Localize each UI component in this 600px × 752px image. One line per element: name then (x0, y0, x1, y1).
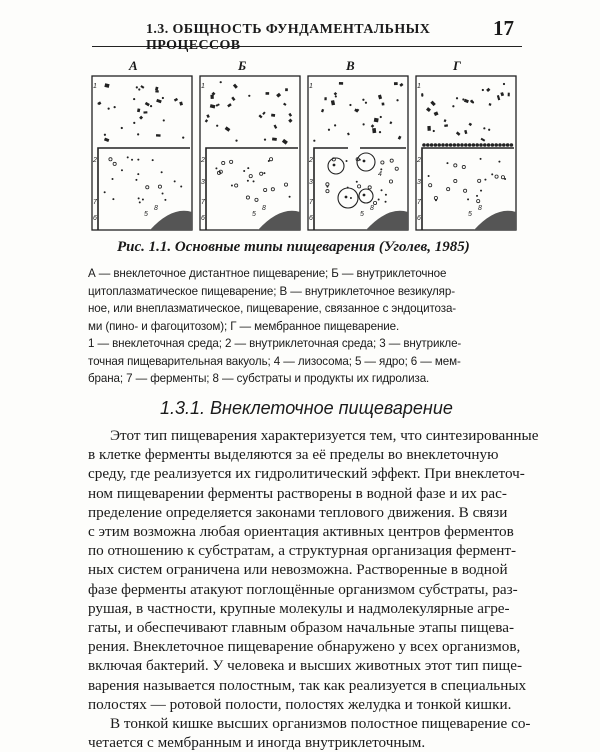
enzyme-particle (447, 188, 450, 191)
legend-line: точная пищеварительная вакуоль; 4 — лизосома; 5 — ядро; 6 — мем- (88, 354, 461, 368)
body-line: рушая, в частности, крупные молекулы и надмолекулярные агре- (88, 599, 510, 617)
callout-number: 2 (201, 157, 205, 164)
enzyme-particle (246, 196, 249, 199)
callout-number: 8 (478, 205, 482, 212)
substrate-particle (462, 98, 464, 100)
callout-number: 8 (262, 205, 266, 212)
enzyme-particle (357, 185, 360, 188)
enzyme-particle (435, 199, 437, 201)
enzyme-particle (389, 180, 392, 183)
substrate-particle (288, 113, 292, 117)
body-line: пределение определяется законами теплового движения. В связи (88, 503, 508, 521)
enzyme-particle (138, 197, 140, 199)
membrane-enzyme (483, 143, 487, 147)
legend-line: цитоплазматическое пищеварение; В — внутриклеточное везикуляр- (88, 284, 455, 298)
running-header-title: 1.3. ОБЩНОСТЬ ФУНДАМЕНТАЛЬНЫХ ПРОЦЕССОВ (146, 22, 431, 53)
substrate-particle (276, 93, 281, 98)
enzyme-particle (390, 159, 393, 162)
enzyme-particle (264, 188, 267, 191)
panel-frame (308, 76, 408, 230)
substrate-particle (430, 101, 436, 107)
section-title: 1.3.1. Внеклеточное пищеварение (160, 398, 453, 418)
enzyme-particle (249, 175, 252, 178)
vesicle (357, 153, 375, 171)
substrate-particle (274, 124, 278, 128)
enzyme-particle (146, 186, 149, 189)
running-header (92, 14, 522, 53)
enzyme-particle (162, 193, 164, 195)
enzyme-particle (121, 169, 123, 171)
body-line: гаты, и обеспечивают главным образом начальные этапы пищева- (88, 619, 515, 637)
substrate-particle (210, 95, 213, 99)
membrane-enzyme (422, 143, 426, 147)
callout-number: 6 (309, 215, 313, 222)
enzyme-particle (289, 196, 291, 198)
substrate-particle (210, 104, 216, 108)
substrate-particle (382, 102, 385, 105)
panel-letter-v: В (346, 58, 355, 73)
callout-number: 5 (144, 211, 148, 218)
enzyme-particle (247, 167, 249, 169)
substrate-particle (156, 134, 161, 137)
substrate-particle (426, 107, 431, 112)
substrate-particle (271, 114, 275, 117)
substrate-particle (444, 119, 447, 122)
substrate-particle (468, 123, 472, 127)
substrate-particle (464, 99, 469, 103)
enzyme-particle (428, 175, 430, 177)
enzyme-particle (235, 184, 238, 187)
enzyme-particle (395, 167, 398, 170)
substrate-particle (363, 123, 365, 125)
body-line: варения называется полостным, так как реализуется в специальных (88, 676, 527, 694)
substrate-particle (108, 108, 110, 110)
enzyme-particle (464, 189, 467, 192)
substrate-particle (104, 138, 109, 142)
enzyme-particle (495, 175, 498, 178)
body-line: В тонкой кишке высших организмов полостное пищеварение со- (110, 715, 531, 733)
substrate-particle (486, 88, 490, 92)
substrate-particle (500, 92, 504, 96)
enzyme-particle (113, 162, 116, 165)
substrate-particle (481, 138, 486, 142)
body-line: с этим возможна любая ориентация активных центров ферментов (88, 523, 514, 541)
substrate-particle (488, 129, 490, 131)
substrate-particle (371, 124, 375, 128)
enzyme-particle (269, 158, 272, 161)
enzyme-particle (260, 172, 263, 175)
callout-number: 2 (309, 157, 313, 164)
body-line: рения. Внеклеточное пищеварение обнаружено у всех организмов, (88, 638, 521, 656)
substrate-particle (220, 81, 222, 83)
enzyme-particle (381, 189, 383, 191)
membrane-enzyme (464, 143, 468, 147)
callout-number: 3 (309, 179, 313, 186)
body-line: полостях — ротовой полости, полостях желудка и тонкой кишки. (88, 695, 512, 713)
membrane-enzyme (510, 143, 514, 147)
callout-number: 3 (417, 179, 421, 186)
substrate-particle (133, 122, 135, 124)
enzyme-particle (446, 162, 448, 164)
substrate-particle (444, 124, 448, 127)
callout-number: 8 (154, 205, 158, 212)
callout-number: 1 (417, 83, 421, 90)
enzyme-particle (284, 183, 287, 186)
substrate-particle (266, 92, 270, 95)
enzyme-particle (477, 199, 480, 202)
substrate-particle (456, 131, 461, 135)
legend-line: ми (пино- и фагоцитозом); Г — мембранное пищеварение. (88, 319, 400, 333)
enzyme-particle (230, 160, 233, 163)
substrate-particle (313, 140, 315, 142)
substrate-particle (145, 102, 150, 107)
callout-number: 2 (93, 157, 97, 164)
membrane-enzyme (437, 143, 441, 147)
membrane-enzyme (441, 143, 445, 147)
substrate-particle (288, 119, 292, 123)
substrate-particle (482, 89, 484, 91)
body-line: ных систем ограничена или невозможна. Растворенные в водной (88, 561, 508, 579)
body-text (88, 426, 539, 752)
enzyme-particle (137, 173, 139, 175)
substrate-particle (137, 133, 139, 135)
vesicle-content (363, 160, 366, 163)
membrane-enzyme (453, 143, 457, 147)
membrane-enzyme (449, 143, 453, 147)
membrane-enzyme (487, 143, 491, 147)
enzyme-particle (478, 179, 481, 182)
legend-line: ное, или внеплазматическое, пищеварение, связанное с эндоцитоза- (88, 302, 457, 316)
substrate-particle (398, 136, 402, 140)
enzyme-particle (263, 172, 265, 174)
legend-line: 1 — внеклеточная среда; 2 — внутриклеточная среда; 3 — внутрикле- (88, 337, 462, 350)
substrate-particle (162, 97, 164, 99)
enzyme-particle (434, 196, 437, 199)
enzyme-particle (104, 191, 106, 193)
callout-number: 7 (93, 199, 97, 206)
callout-number: 5 (468, 211, 472, 218)
enzyme-particle (127, 156, 129, 158)
membrane-enzyme (472, 143, 476, 147)
vesicle-content (363, 194, 366, 197)
substrate-particle (216, 125, 218, 127)
substrate-particle (282, 139, 288, 145)
callout-number: 5 (360, 211, 364, 218)
enzyme-particle (222, 161, 225, 164)
enzyme-particle (215, 167, 217, 169)
legend-line: А — внеклеточное дистантное пищеварение; Б — внутриклеточное (88, 267, 447, 280)
substrate-particle (248, 95, 250, 97)
enzyme-particle (180, 185, 182, 187)
enzyme-particle (243, 170, 245, 172)
substrate-particle (421, 95, 423, 97)
page-number: 17 (493, 16, 514, 40)
enzyme-particle (454, 164, 457, 167)
vesicle-content (345, 196, 348, 199)
callout-number: 6 (417, 215, 421, 222)
body-line: в клетке ферменты выделяются за её пределы во внеклеточную (88, 446, 499, 464)
enzyme-particle (491, 173, 493, 175)
enzyme-particle (381, 161, 384, 164)
figure-legend-types (88, 265, 528, 335)
enzyme-particle (131, 159, 133, 161)
enzyme-particle (326, 183, 329, 186)
callout-number: 5 (252, 211, 256, 218)
substrate-particle (262, 111, 265, 115)
enzyme-particle (326, 190, 329, 193)
callout-number: 1 (309, 83, 313, 90)
substrate-particle (264, 139, 266, 141)
substrate-particle (362, 99, 364, 101)
callout-number: 3 (201, 179, 205, 186)
panel-frame (416, 76, 516, 230)
callout-number: 1 (93, 83, 97, 90)
panel-letter-a: А (129, 58, 138, 73)
substrate-particle (140, 85, 144, 89)
figure-legend-parts (88, 335, 528, 388)
enzyme-particle (247, 180, 249, 182)
substrate-particle (324, 97, 326, 100)
callout-number: 7 (201, 199, 205, 206)
enzyme-particle (271, 188, 274, 191)
substrate-particle (339, 82, 343, 85)
enzyme-particle (378, 199, 380, 201)
callout-number: 4 (378, 171, 382, 178)
membrane-enzyme (456, 143, 460, 147)
substrate-particle (225, 126, 231, 131)
substrate-particle (374, 118, 379, 123)
enzyme-particle (373, 201, 376, 204)
callout-number: 7 (309, 199, 313, 206)
membrane-enzyme (434, 143, 438, 147)
enzyme-particle (385, 201, 387, 203)
substrate-particle (483, 127, 485, 129)
substrate-particle (334, 124, 336, 126)
membrane-enzyme (475, 143, 479, 147)
substrate-particle (227, 103, 232, 107)
substrate-particle (136, 86, 138, 88)
callout-number: 6 (201, 215, 205, 222)
vesicle (359, 189, 373, 203)
enzyme-particle (480, 190, 482, 192)
enzyme-particle (109, 158, 112, 161)
legend-line: брана; 7 — ферменты; 8 — субстраты и продукты их гидролиза. (88, 372, 430, 386)
substrate-particle (433, 130, 435, 132)
enzyme-particle (467, 198, 469, 200)
enzyme-particle (152, 159, 154, 161)
substrate-particle (396, 99, 398, 101)
substrate-particle (497, 95, 500, 100)
enzyme-particle (350, 197, 352, 199)
callout-number: 1 (201, 83, 205, 90)
body-line: фазе ферменты атакуют поглощённые организмом субстраты, раз- (88, 580, 518, 598)
membrane-enzyme (479, 143, 483, 147)
enzyme-particle (139, 201, 141, 203)
substrate-particle (508, 93, 510, 97)
enzyme-particle (253, 180, 255, 182)
enzyme-particle (112, 198, 114, 200)
callout-number: 2 (417, 157, 421, 164)
vesicle (338, 188, 358, 208)
substrate-particle (217, 104, 219, 106)
panel-letter-b: Б (238, 58, 247, 73)
substrate-particle (331, 100, 335, 105)
enzyme-particle (174, 180, 176, 182)
nucleus (366, 211, 408, 230)
substrate-particle (138, 88, 140, 90)
membrane-enzyme (506, 143, 510, 147)
substrate-particle (379, 131, 381, 133)
substrate-particle (378, 95, 382, 100)
substrate-particle (456, 97, 458, 99)
membrane-enzyme (491, 143, 495, 147)
substrate-particle (235, 140, 237, 142)
enzyme-particle (161, 171, 163, 173)
substrate-particle (143, 111, 147, 113)
callout-number: 6 (93, 215, 97, 222)
nucleus (474, 211, 516, 230)
substrate-particle (272, 137, 277, 140)
callout-number: 8 (370, 205, 374, 212)
figure-caption: Рис. 1.1. Основные типы пищеварения (Уголев, 1985) (117, 239, 470, 255)
substrate-particle (133, 98, 135, 100)
substrate-particle (233, 84, 238, 89)
substrate-particle (104, 134, 106, 136)
membrane-enzyme (426, 143, 430, 147)
substrate-particle (489, 103, 492, 106)
substrate-particle (137, 108, 140, 112)
substrate-particle (182, 137, 184, 139)
membrane-enzyme (498, 143, 502, 147)
nucleus (258, 211, 300, 230)
substrate-particle (258, 114, 262, 118)
enzyme-particle (429, 184, 432, 187)
substrate-particle (335, 95, 337, 97)
figure-drawing (88, 58, 522, 236)
enzyme-particle (385, 194, 387, 196)
enzyme-particle (112, 178, 114, 180)
substrate-particle (283, 103, 286, 106)
substrate-particle (334, 92, 338, 96)
substrate-particle (434, 111, 439, 116)
enzyme-particle (326, 186, 328, 188)
substrate-particle (321, 109, 324, 113)
body-line: по отношению к субстратам, а структурная организация фермент- (88, 542, 517, 560)
substrate-particle (114, 106, 116, 108)
callout-number: 7 (417, 199, 421, 206)
figure-digestion-types (88, 58, 522, 236)
substrate-particle (121, 127, 123, 129)
substrate-particle (98, 102, 100, 104)
substrate-particle (231, 97, 235, 101)
substrate-particle (163, 119, 165, 121)
membrane-enzyme (460, 143, 464, 147)
enzyme-particle (231, 185, 233, 187)
substrate-particle (394, 82, 398, 85)
substrate-particle (155, 87, 158, 91)
substrate-particle (328, 129, 330, 131)
enzyme-particle (476, 195, 478, 197)
substrate-particle (399, 83, 403, 87)
enzyme-particle (356, 181, 358, 183)
substrate-particle (389, 121, 392, 124)
vesicle (328, 158, 344, 174)
substrate-particle (380, 116, 382, 118)
body-line: среду, где реализуется их гидролитический эффект. При внеклеточ- (88, 465, 525, 483)
enzyme-particle (480, 158, 482, 160)
membrane-enzyme (468, 143, 472, 147)
substrate-particle (104, 83, 109, 88)
substrate-particle (205, 119, 208, 122)
panel-letter-g: Г (453, 58, 461, 73)
enzyme-particle (158, 185, 161, 188)
substrate-particle (503, 83, 505, 85)
substrate-particle (150, 105, 152, 107)
enzyme-particle (142, 199, 144, 201)
body-line: включая бактерий. У человека и высших животных этот тип пище- (88, 657, 523, 675)
enzyme-particle (164, 199, 166, 201)
enzyme-particle (346, 160, 348, 162)
panel-frame (200, 76, 300, 230)
membrane-enzyme (445, 143, 449, 147)
vesicle-content (333, 164, 336, 167)
substrate-particle (285, 88, 288, 91)
membrane-enzyme (494, 143, 498, 147)
body-line: четается с мембранным и иногда внутриклеточным. (88, 734, 426, 752)
enzyme-particle (454, 179, 457, 182)
enzyme-particle (504, 178, 506, 180)
substrate-particle (139, 116, 143, 120)
substrate-particle (347, 132, 350, 135)
body-line: Этот тип пищеварения характеризуется тем, что синтезированные (110, 427, 539, 444)
substrate-particle (155, 90, 158, 92)
substrate-particle (179, 101, 183, 105)
enzyme-particle (498, 161, 500, 163)
nucleus (150, 211, 192, 230)
enzyme-particle (484, 179, 486, 181)
substrate-particle (174, 98, 178, 102)
enzyme-particle (501, 176, 504, 179)
substrate-particle (427, 126, 431, 131)
enzyme-particle (368, 186, 371, 189)
enzyme-particle (135, 179, 137, 181)
substrate-particle (464, 130, 467, 134)
membrane-enzyme (502, 143, 506, 147)
substrate-particle (206, 114, 210, 118)
substrate-particle (156, 99, 162, 103)
substrate-particle (365, 102, 367, 104)
substrate-particle (372, 128, 376, 133)
enzyme-particle (255, 198, 258, 201)
enzyme-particle (462, 165, 465, 168)
body-line: ном пищеварении ферменты растворены в водной фазе и их рас- (88, 484, 507, 502)
substrate-particle (349, 104, 351, 106)
enzyme-particle (137, 159, 139, 161)
substrate-particle (452, 105, 454, 107)
membrane-enzyme (430, 143, 434, 147)
